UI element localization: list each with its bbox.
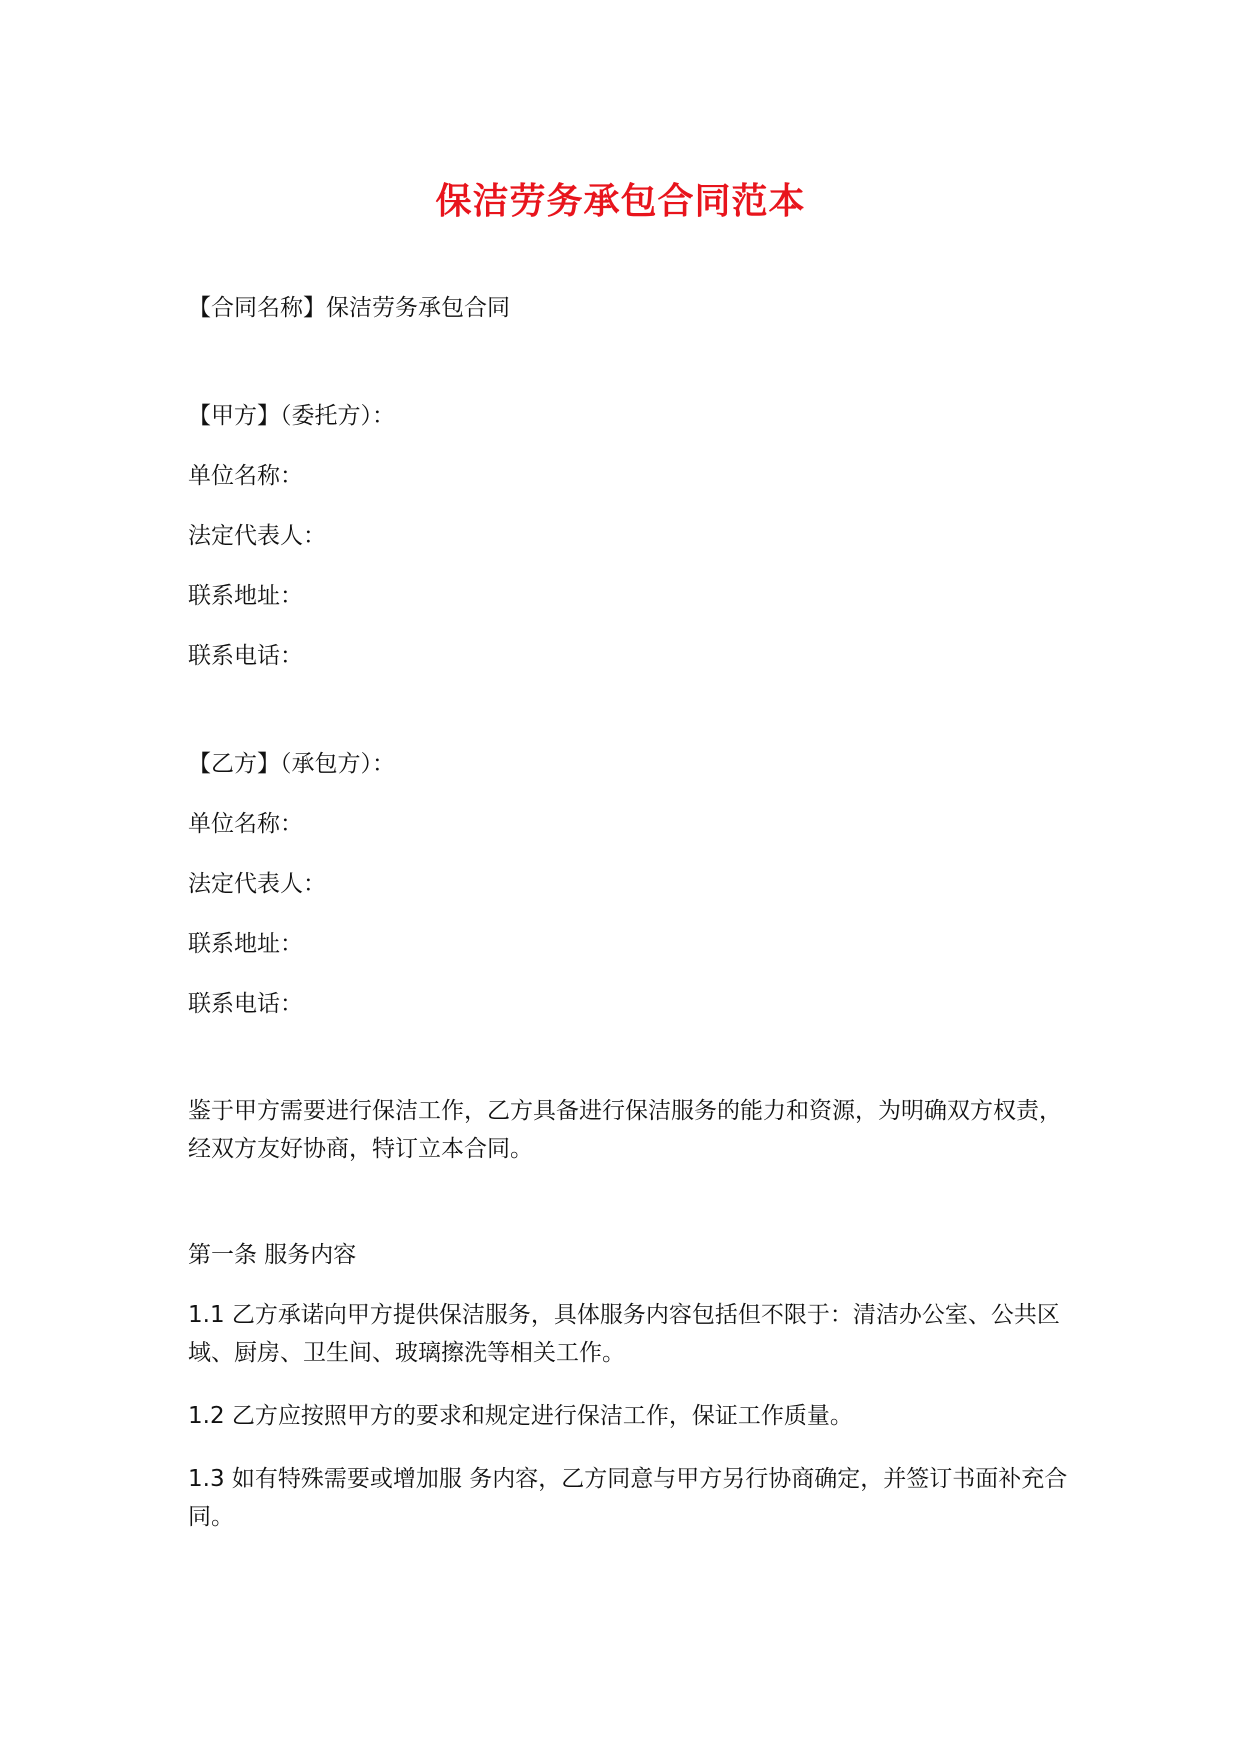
clause-1-1: 1.1 乙方承诺向甲方提供保洁服务，具体服务内容包括但不限于：清洁办公室、公共区域、厨房、卫生间、玻璃擦洗等相关工作。 (188, 1302, 1060, 1366)
document-title: 保洁劳务承包合同范本 (435, 181, 806, 222)
party-b-phone: 联系电话： (188, 991, 303, 1017)
party-a-unit-name: 单位名称： (188, 463, 303, 489)
clause-1-3: 1.3 如有特殊需要或增加服 务内容，乙方同意与甲方另行协商确定，并签订书面补充合同。 (188, 1466, 1068, 1530)
contract-name: 【合同名称】保洁劳务承包合同 (188, 295, 510, 321)
party-a-legal-rep: 法定代表人： (188, 523, 326, 549)
party-a-address: 联系地址： (188, 583, 303, 609)
party-b-address: 联系地址： (188, 931, 303, 957)
party-a-heading: 【甲方】（委托方）： (188, 403, 395, 429)
clause-1-2: 1.2 乙方应按照甲方的要求和规定进行保洁工作，保证工作质量。 (188, 1403, 853, 1429)
preamble-paragraph: 鉴于甲方需要进行保洁工作，乙方具备进行保洁服务的能力和资源，为明确双方权责，经双方友好协商，特订立本合同。 (188, 1098, 1062, 1162)
party-b-unit-name: 单位名称： (188, 811, 303, 837)
party-b-legal-rep: 法定代表人： (188, 871, 326, 897)
party-a-phone: 联系电话： (188, 643, 303, 669)
party-b-heading: 【乙方】（承包方）： (188, 751, 395, 777)
article-1-heading: 第一条 服务内容 (188, 1242, 357, 1268)
